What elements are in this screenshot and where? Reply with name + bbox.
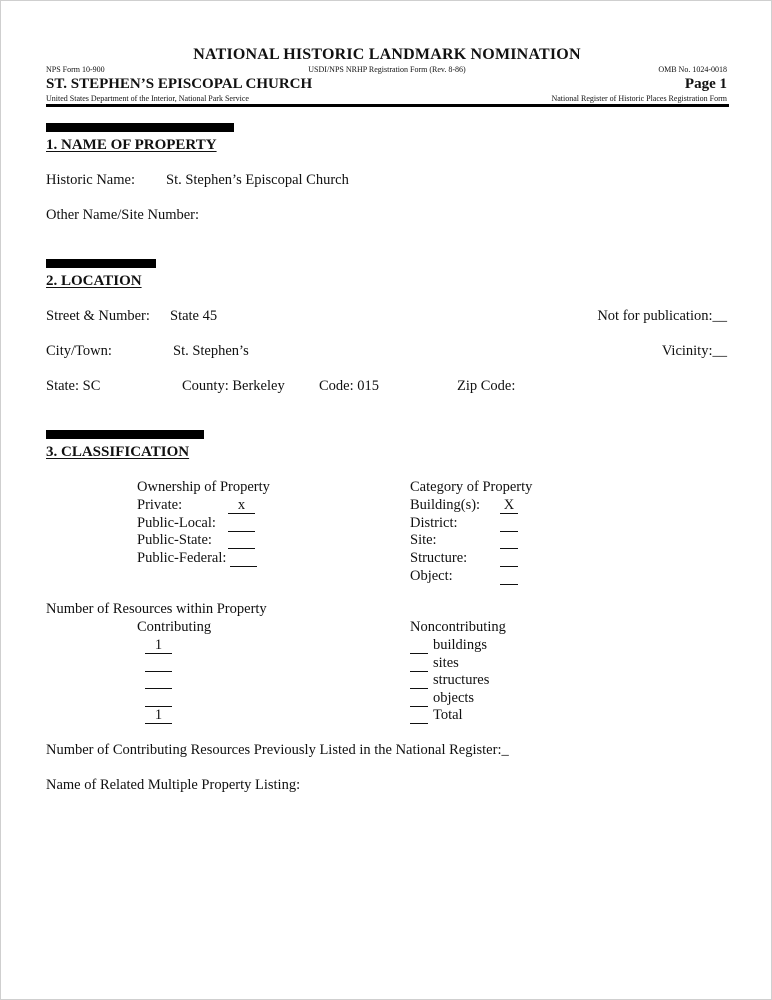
city-label: City/Town: bbox=[46, 343, 112, 359]
contributing-value: 1 bbox=[145, 637, 172, 654]
contributing-value bbox=[145, 672, 172, 689]
page-number: Page 1 bbox=[684, 76, 727, 92]
nr-form-label: National Register of Historic Places Registration Form bbox=[551, 94, 727, 103]
category-label: Site: bbox=[410, 532, 437, 549]
section-2-bar bbox=[46, 259, 156, 268]
county-field: County: Berkeley bbox=[182, 378, 285, 394]
section-2-heading: 2. LOCATION bbox=[46, 273, 142, 289]
ownership-mark bbox=[228, 515, 255, 532]
related-listing: Name of Related Multiple Property Listing: bbox=[46, 777, 301, 793]
contributing-value: 1 bbox=[145, 707, 172, 724]
other-name-label: Other Name/Site Number: bbox=[46, 207, 200, 223]
resources-label: Number of Resources within Property bbox=[46, 601, 267, 617]
registration-form-label: USDI/NPS NRHP Registration Form (Rev. 8-86) bbox=[308, 65, 466, 74]
noncontributing-label: Total bbox=[433, 707, 463, 723]
contributing-value bbox=[145, 690, 172, 707]
omb-number: OMB No. 1024-0018 bbox=[658, 65, 727, 74]
not-for-publication: Not for publication:__ bbox=[597, 308, 727, 324]
noncontributing-blank bbox=[410, 637, 428, 654]
noncontributing-blank bbox=[410, 672, 428, 689]
property-name-header: ST. STEPHEN’S EPISCOPAL CHURCH bbox=[46, 76, 313, 92]
noncontributing-blank bbox=[410, 690, 428, 707]
zip-field: Zip Code: bbox=[457, 378, 516, 394]
ownership-label: Public-Federal: bbox=[137, 550, 227, 567]
category-mark bbox=[500, 515, 518, 532]
category-label: Object: bbox=[410, 567, 453, 584]
noncontributing-blank bbox=[410, 655, 428, 672]
contributing-value bbox=[145, 655, 172, 672]
noncontributing-label: buildings bbox=[433, 637, 487, 653]
category-mark: X bbox=[500, 497, 518, 514]
section-1-heading: 1. NAME OF PROPERTY bbox=[46, 137, 217, 153]
form-number: NPS Form 10-900 bbox=[46, 65, 105, 74]
category-mark bbox=[500, 568, 518, 585]
ownership-mark: x bbox=[228, 497, 255, 514]
section-3-bar bbox=[46, 430, 204, 439]
street-label: Street & Number: bbox=[46, 308, 150, 324]
noncontributing-label: objects bbox=[433, 689, 475, 706]
noncontributing-label: structures bbox=[433, 672, 490, 688]
ownership-mark bbox=[230, 550, 257, 567]
street-value: State 45 bbox=[170, 308, 218, 324]
noncontributing-label: sites bbox=[433, 654, 459, 671]
section-1-bar bbox=[46, 123, 234, 132]
ownership-mark bbox=[228, 532, 255, 549]
category-mark bbox=[500, 550, 518, 567]
noncontributing-heading: Noncontributing bbox=[410, 619, 506, 635]
category-label: District: bbox=[410, 514, 458, 531]
code-field: Code: 015 bbox=[319, 378, 380, 394]
category-label: Building(s): bbox=[410, 497, 481, 513]
vicinity: Vicinity:__ bbox=[661, 343, 727, 359]
category-label: Structure: bbox=[410, 550, 468, 567]
ownership-label: Public-Local: bbox=[137, 514, 216, 531]
ownership-heading: Ownership of Property bbox=[137, 479, 270, 495]
contributing-heading: Contributing bbox=[137, 619, 212, 635]
header-rule bbox=[46, 104, 729, 107]
form-title: NATIONAL HISTORIC LANDMARK NOMINATION bbox=[193, 46, 581, 63]
historic-name-value: St. Stephen’s Episcopal Church bbox=[166, 172, 349, 188]
department-label: United States Department of the Interior, National Park Service bbox=[46, 94, 249, 103]
previously-listed: Number of Contributing Resources Previously Listed in the National Register:_ bbox=[46, 742, 509, 758]
category-mark bbox=[500, 532, 518, 549]
city-value: St. Stephen’s bbox=[173, 343, 249, 359]
ownership-label: Public-State: bbox=[137, 532, 212, 549]
state-field: State: SC bbox=[46, 378, 101, 394]
ownership-label: Private: bbox=[137, 497, 183, 513]
section-3-heading: 3. CLASSIFICATION bbox=[46, 444, 190, 460]
historic-name-label: Historic Name: bbox=[46, 172, 135, 188]
noncontributing-blank bbox=[410, 707, 428, 724]
category-heading: Category of Property bbox=[410, 479, 533, 495]
